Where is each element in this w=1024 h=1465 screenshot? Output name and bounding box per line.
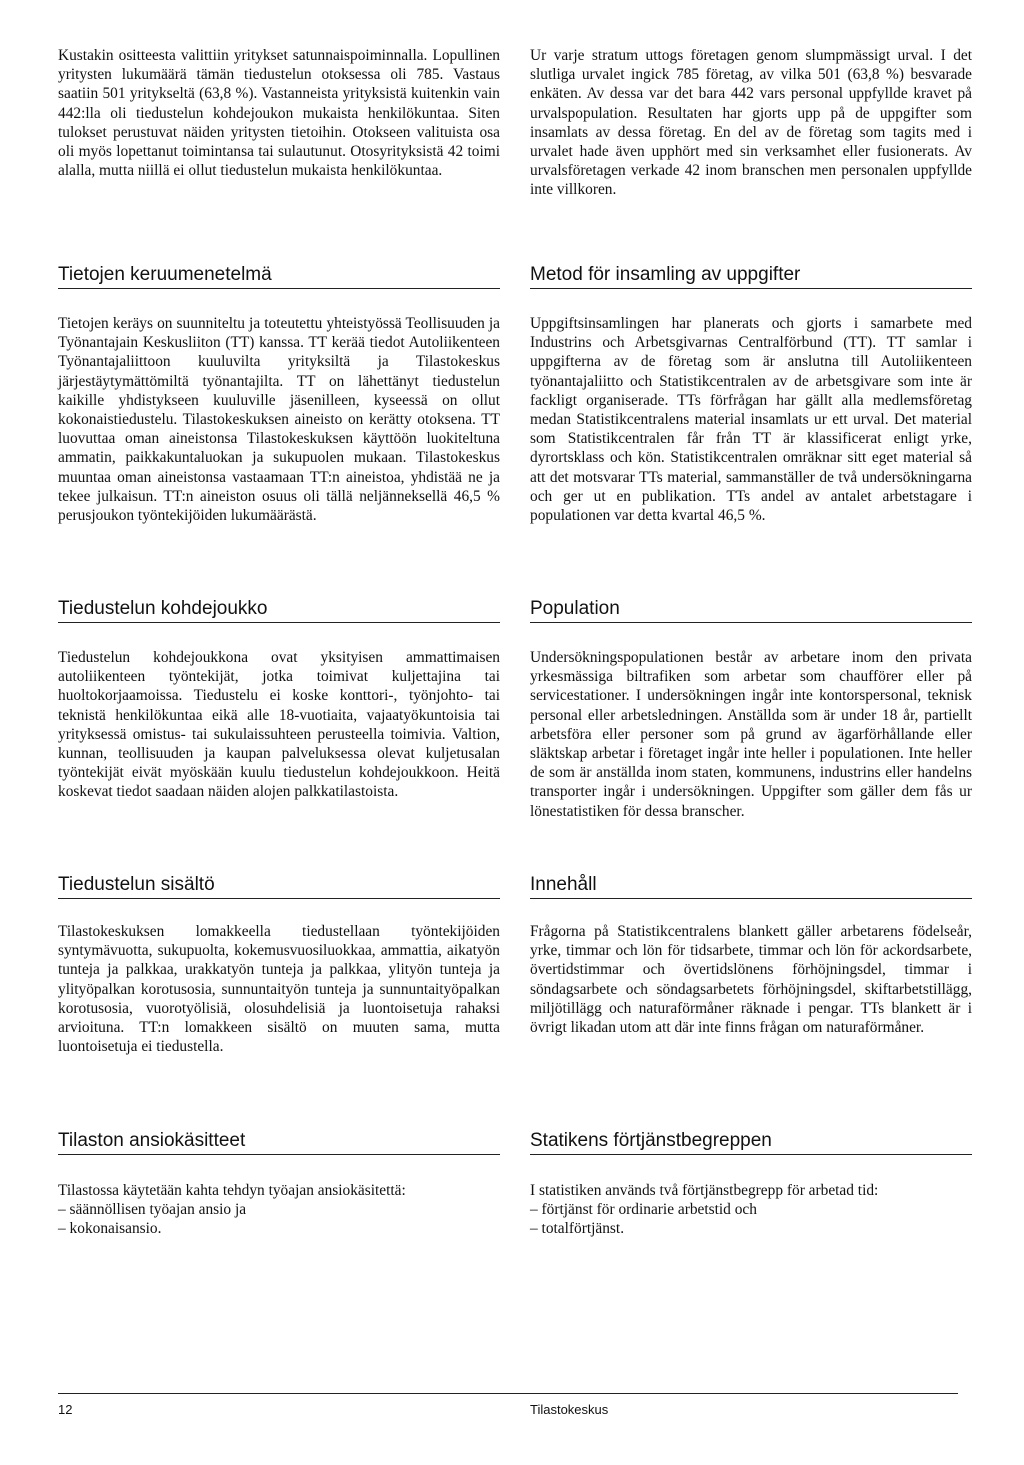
sv-population-paragraph: Undersökningspopulationen består av arbetare inom den privata yrkesmässiga biltrafiken som arbetar som chaufförer eller på servicestationer. I undersökningen ingår inte kontorspersonal, teknisk personal eller arbetsledningen. Anställda som är under 18 år, partiellt arbetsföra eller personer som på grund av ägarförhållande eller släktskap arbetar i företaget ingår inte heller i populationen. Inte heller de som är anställda inom staten, kommunens, industrins eller handelns transporter ingår i undersökningen. Uppgifter som gäller dem fås ur lönestatistiken för dessa branscher. — [530, 649, 972, 820]
sv-earnings-concepts-paragraph: I statistiken används två förtjänstbegrepp för arbetad tid: — [530, 1182, 879, 1199]
list-item: – säännöllisen työajan ansio ja — [58, 1200, 500, 1219]
sv-heading-earnings-concepts: Statikens förtjänstbegreppen — [530, 1130, 972, 1155]
sv-earnings-concepts-list — [530, 1200, 972, 1238]
list-item: – kokonaisansio. — [58, 1219, 500, 1238]
fi-intro-paragraph: Kustakin ositteesta valittiin yritykset satunnaispoiminnalla. Lopullinen yritysten lukumäärä tämän tiedustelun otoksessa oli 785. Vastaus saatiin 501 yritykseltä (63,8 %). Vastanneista yrityksistä kuitenkin vain 442:lla oli tiedustelun kohdejoukon mukaista henkilökuntaa. Siten tulokset perustuvat näiden yritysten tietoihin. Otokseen valituista osa oli myös lopettanut toimintansa tai sulautunut. Otosyrityksistä 42 toimi alalla, mutta niillä ei ollut tiedustelun mukaista henkilökuntaa. — [58, 47, 500, 180]
fi-data-collection-paragraph: Tietojen keräys on suunniteltu ja toteutettu yhteistyössä Teollisuuden ja Työnantajain Keskusliiton (TT) kanssa. TT kerää tiedot Autoliikenteen Työnantajaliittoon kuuluvilta yrityksiltä ja Tilastokeskus järjestäytymättömiltä työnantajilta. TT on lähettänyt tiedustelun kaikille yhdistykseen kuuluville jäsenilleen, kyseessä on ollut kokonaistiedustelu. Tilastokeskuksen aineisto on kerätty otoksena. TT luovuttaa oman aineistonsa Tilastokeskuksen käyttöön luokiteltuna ammatin, paikkakuntaluokan ja sukupuolen mukaan. Tilastokeskus muuntaa oman aineistonsa vastaamaan TT:n aineistoa, yhdistää ne ja tekee julkaisun. TT:n aineiston osuus oli tällä neljänneksellä 46,5 % perusjoukon työntekijöiden lukumäärästä. — [58, 315, 500, 525]
sv-data-collection-paragraph: Uppgiftsinsamlingen har planerats och gjorts i samarbete med Industrins och Arbetsgivarnas Centralförbund (TT). TT samlar i uppgifterna av de företag som är anslutna till Autoliikenteen työnantajaliitto och Statistikcentralen av de arbetsgivare som inte är fackligt organiserade. TTs förfrågan har gällt alla medlemsföretag medan Statistikcentralens material insamlats ur ett urval. Det material som Statistikcentralen får från TT är klassificerat enligt yrke, dyrortsklass och kön. Statistikcentralen omräknar sitt eget material så att det motsvarar TTs material, sammanställer de två undersökningarna och ger ut en publikation. TTs andel av antalet arbetstagare i populationen var detta kvartal 46,5 %. — [530, 315, 972, 525]
publisher-name: Tilastokeskus — [530, 1402, 609, 1417]
sv-content-paragraph: Frågorna på Statistikcentralens blankett gäller arbetarens födelseår, yrke, timmar och lön för tidsarbete, timmar och lön för ackordsarbete, övertidstimmar och övertidslönens förhöjningsdel, timmar i söndagsarbete och söndagsarbetets förhöjningsdel, skiftarbetstillägg, miljötillägg och naturaförmåner räknade i pengar. TTs blankett är i övrigt likadan utom att där inte finns frågan om naturaförmåner. — [530, 923, 972, 1037]
sv-heading-data-collection: Metod för insamling av uppgifter — [530, 264, 972, 289]
fi-heading-target-group: Tiedustelun kohdejoukko — [58, 598, 500, 623]
fi-heading-content: Tiedustelun sisältö — [58, 874, 500, 899]
sv-intro-paragraph: Ur varje stratum uttogs företagen genom slumpmässigt urval. I det slutliga urvalet ingick 785 företag, av vilka 501 (63,8 %) besvarade enkäten. Av dessa var det bara 442 vars personal uppfyllde kravet på urvalspopulation. Resultaten har gjorts upp på de uppgifter som insamlats av dessa företag. En del av de företag som tagits med i urvalet hade även upphört med sin verksamhet eller fusionerats. Av urvalsföretagen verkade 42 inom branschen men personalen uppfyllde inte villkoren. — [530, 47, 972, 199]
fi-heading-data-collection: Tietojen keruumenetelmä — [58, 264, 500, 289]
sv-heading-content: Innehåll — [530, 874, 972, 899]
fi-earnings-concepts-paragraph: Tilastossa käytetään kahta tehdyn työajan ansiokäsitettä: — [58, 1182, 406, 1199]
fi-earnings-concepts-list — [58, 1200, 500, 1238]
list-item: – förtjänst för ordinarie arbetstid och — [530, 1200, 972, 1219]
list-item: – totalförtjänst. — [530, 1219, 972, 1238]
sv-heading-population: Population — [530, 598, 972, 623]
fi-target-group-paragraph: Tiedustelun kohdejoukkona ovat yksityisen ammattimaisen autoliikenteen työntekijät, jotka toimivat kuljettajina tai huoltokorjaamoissa. Tiedustelu ei koske konttori-, työnjohto- tai teknistä henkilökuntaa eikä alle 18-vuotiaita, vajaatyökuntoisia tai yrityksessä omistus- tai sukulaissuhteen perusteella toimivia. Valtion, kunnan, teollisuuden ja kaupan palveluksessa olevat kuljetusalan työntekijät eivät myöskään kuulu tiedustelun kohdejoukkoon. Heitä koskevat tiedot saadaan näiden alojen palkkatilastoista. — [58, 649, 500, 801]
page-footer — [58, 1393, 958, 1417]
page-number: 12 — [58, 1402, 73, 1417]
fi-content-paragraph: Tilastokeskuksen lomakkeella tiedustellaan työntekijöiden syntymävuotta, sukupuolta, kokemusvuosiluokkaa, ammattia, aikatyön tunteja ja palkkaa, urakkatyön tunteja ja palkkaa, ylityön tunteja ja ylityöpalkan korotusosia, sunnuntaityön tunteja ja sunnuntaityöpalkan korotusosia, vuorotyölisiä, olosuhdelisiä ja luontoisetuja rahaksi arvioituna. TT:n lomakkeen sisältö on muuten sama, mutta luontoisetuja ei tiedustella. — [58, 923, 500, 1056]
fi-heading-earnings-concepts: Tilaston ansiokäsitteet — [58, 1130, 500, 1155]
